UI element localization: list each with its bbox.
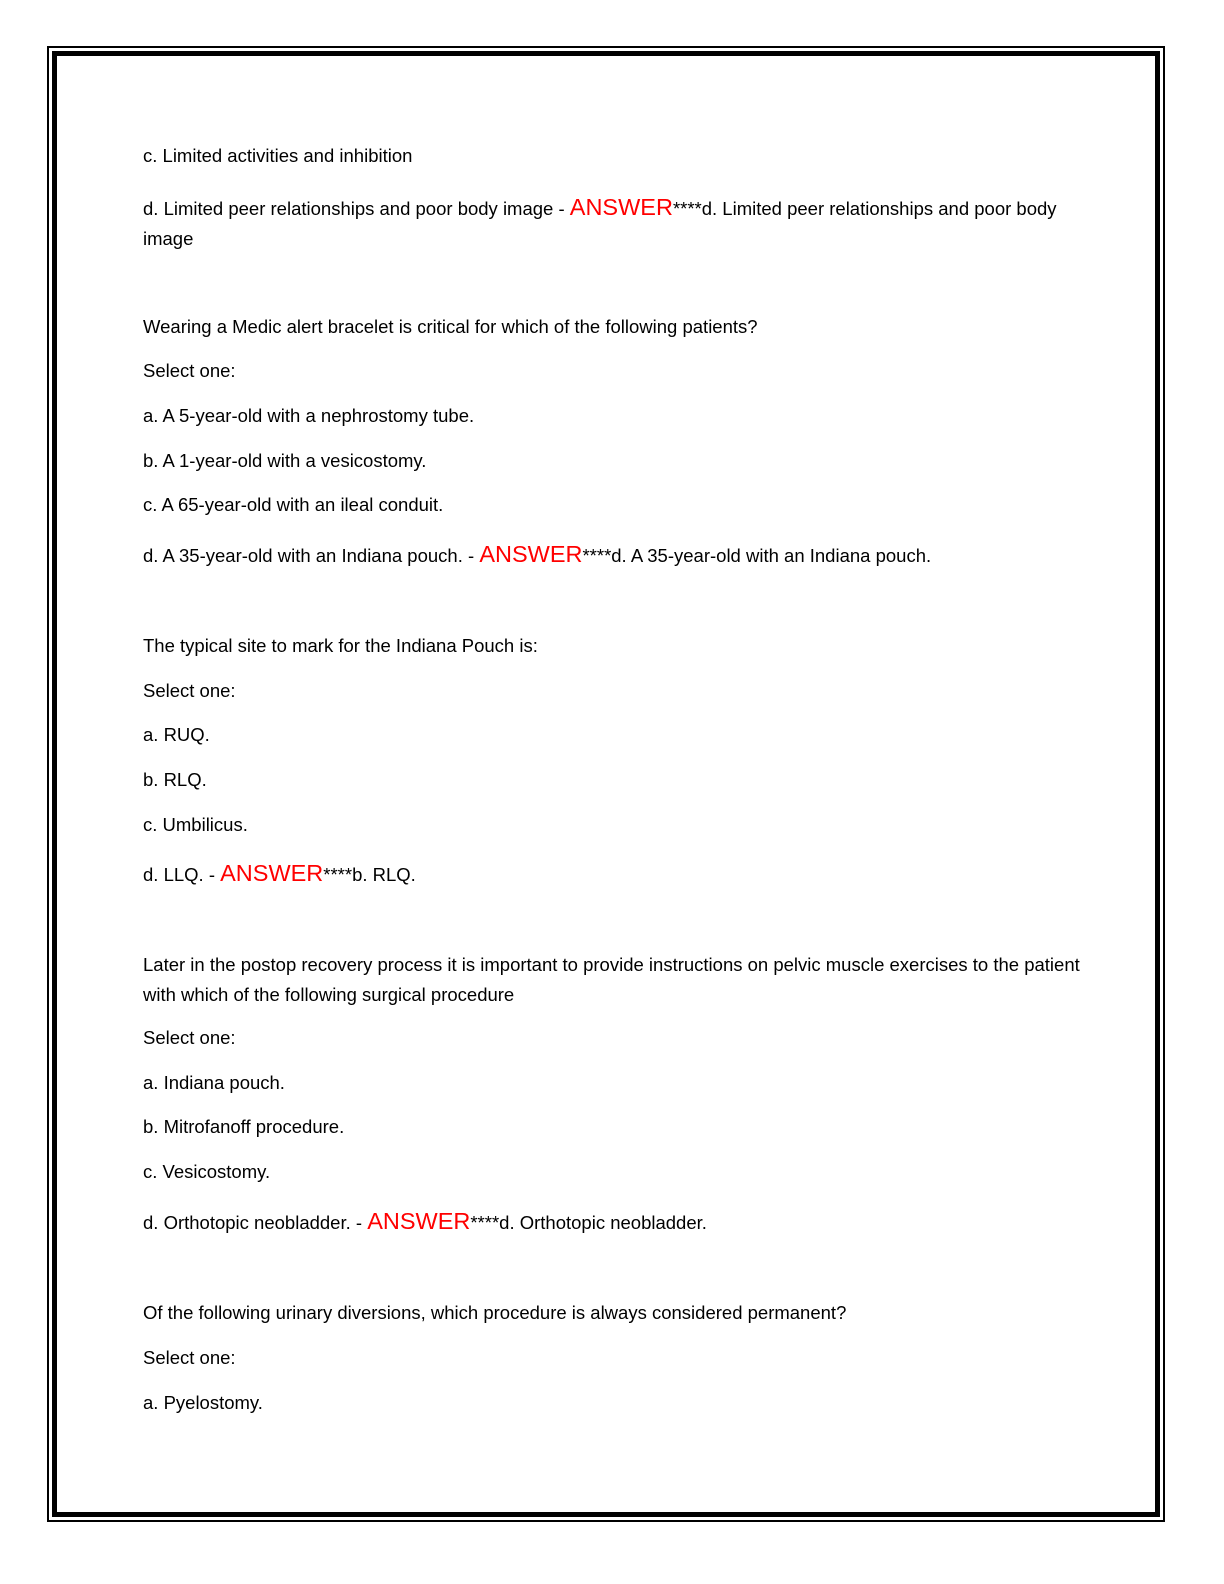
question-indiana-pouch-site: The typical site to mark for the Indiana Pouch is:: [143, 635, 538, 656]
q3-option-c: c. Umbilicus.: [143, 814, 248, 835]
q4-option-b: b. Mitrofanoff procedure.: [143, 1116, 345, 1137]
select-one-label: Select one:: [143, 360, 236, 381]
q4-option-a: a. Indiana pouch.: [143, 1072, 285, 1093]
select-one-label: Select one:: [143, 1027, 236, 1048]
question-permanent-diversion: Of the following urinary diversions, which procedure is always considered permanent?: [143, 1302, 847, 1323]
q2-option-a: a. A 5-year-old with a nephrostomy tube.: [143, 405, 475, 426]
answer-label: ANSWER: [569, 194, 673, 220]
q2-option-c: c. A 65-year-old with an ileal conduit.: [143, 494, 444, 515]
question-pelvic-muscle-exercises: Later in the postop recovery process it is important to provide instructions on pelvic muscle exercises to the patient with which of the following surgical procedure: [143, 954, 1080, 1005]
answer-label: ANSWER: [220, 860, 324, 886]
q4-option-d-answer: d. Orthotopic neobladder. - ANSWER****d. Orthotopic neobladder.: [143, 1208, 707, 1234]
option-d-prev-answer: d. Limited peer relationships and poor body image - ANSWER****d. Limited peer relationships and poor body image: [143, 194, 1057, 249]
q3-option-d-answer: d. LLQ. - ANSWER****b. RLQ.: [143, 860, 416, 886]
q2-option-d-answer: d. A 35-year-old with an Indiana pouch. - ANSWER****d. A 35-year-old with an Indiana pouch.: [143, 541, 932, 567]
answer-label: ANSWER: [367, 1208, 471, 1234]
select-one-label: Select one:: [143, 1347, 236, 1368]
question-medic-alert: Wearing a Medic alert bracelet is critical for which of the following patients?: [143, 316, 758, 337]
option-c-prev: c. Limited activities and inhibition: [143, 145, 413, 166]
answer-label: ANSWER: [479, 541, 583, 567]
q5-option-a: a. Pyelostomy.: [143, 1392, 263, 1413]
q3-option-a: a. RUQ.: [143, 724, 210, 745]
q2-option-b: b. A 1-year-old with a vesicostomy.: [143, 450, 427, 471]
select-one-label: Select one:: [143, 680, 236, 701]
q3-option-b: b. RLQ.: [143, 769, 207, 790]
q4-option-c: c. Vesicostomy.: [143, 1161, 271, 1182]
